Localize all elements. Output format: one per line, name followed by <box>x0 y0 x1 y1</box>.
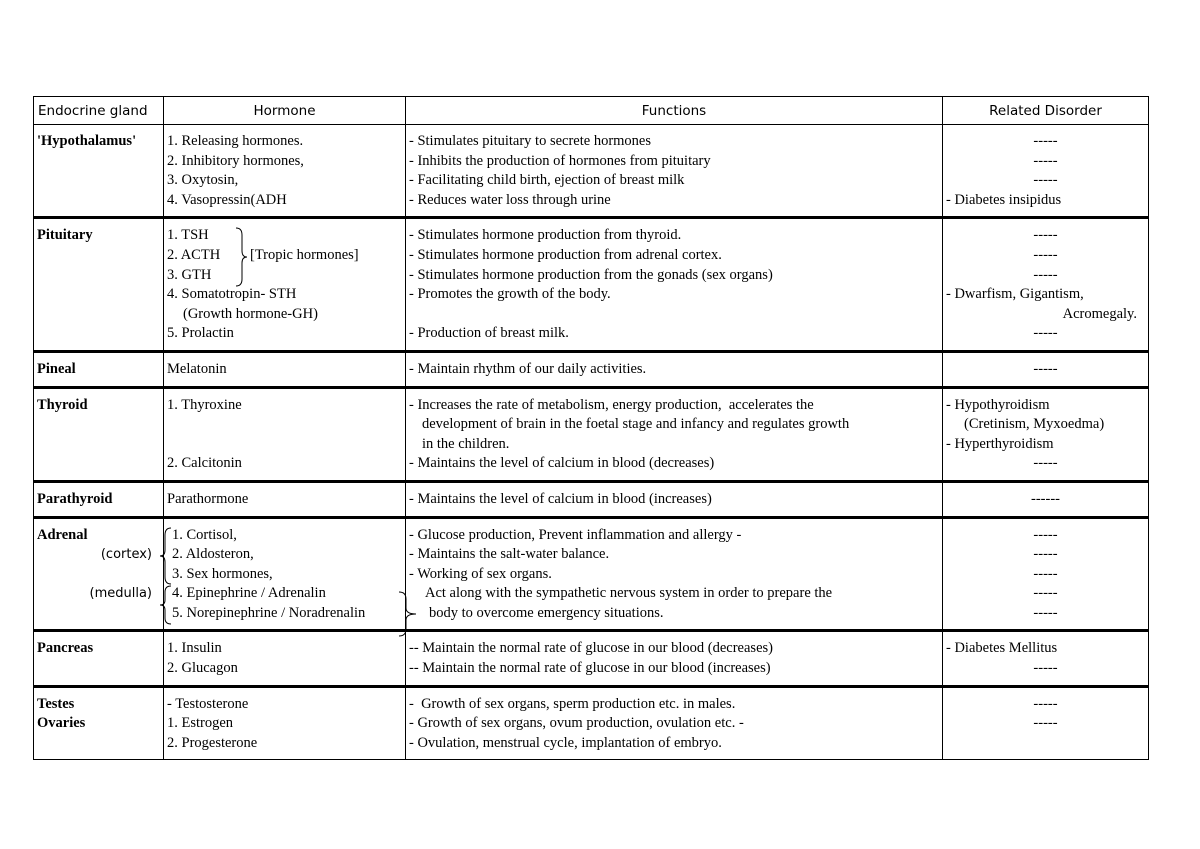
function-line: - Increases the rate of metabolism, energy production, accelerates the <box>409 396 814 413</box>
cortex-label: (cortex) <box>100 547 152 563</box>
medulla-label: (medulla) <box>89 586 152 602</box>
gland-name: Ovaries <box>37 715 86 732</box>
function-line: - Maintain rhythm of our daily activities. <box>409 360 647 377</box>
table-row <box>34 387 1149 481</box>
right-brace-icon <box>234 227 248 287</box>
gland-name: Testes <box>37 695 75 712</box>
functions-cell <box>406 517 943 631</box>
hormone-line: 1. Cortisol, <box>172 526 237 543</box>
function-line: - Maintains the salt-water balance. <box>409 546 610 563</box>
function-line: - Glucose production, Prevent inflammation and allergy - <box>409 526 742 543</box>
disorder-cell <box>943 387 1149 481</box>
function-line: - Stimulates hormone production from the gonads (sex organs) <box>409 266 773 283</box>
hormone-line: 3. Oxytosin, <box>167 172 239 189</box>
hormone-line: 2. Progesterone <box>167 734 258 751</box>
disorder-line: ----- <box>1033 695 1058 712</box>
functions-cell <box>406 387 943 481</box>
table-row <box>34 481 1149 517</box>
header-functions: Functions <box>406 97 943 125</box>
disorder-line: ----- <box>1033 604 1058 621</box>
disorder-cell <box>943 686 1149 760</box>
disorder-line: ----- <box>1033 172 1058 189</box>
functions-cell <box>406 125 943 218</box>
functions-cell <box>406 351 943 387</box>
disorder-line: ----- <box>1033 152 1058 169</box>
function-line: in the children. <box>422 435 510 452</box>
hormone-line: 1. Insulin <box>167 640 222 657</box>
hormone-cell <box>164 481 406 517</box>
disorder-cell <box>943 351 1149 387</box>
header-gland: Endocrine gland <box>34 97 164 125</box>
function-line <box>409 305 939 325</box>
hormone-line: 4. Vasopressin(ADH <box>167 191 287 208</box>
disorder-cell <box>943 631 1149 686</box>
hormone-line: 5. Norepinephrine / Noradrenalin <box>172 604 366 621</box>
hormone-cell <box>164 218 406 352</box>
hormone-line: 2. Calcitonin <box>167 455 242 472</box>
endocrine-table <box>33 96 1149 760</box>
gland-name: Pineal <box>37 360 76 377</box>
function-line: - Stimulates pituitary to secrete hormones <box>409 133 652 149</box>
disorder-line: (Cretinism, Myxoedma) <box>964 416 1105 433</box>
function-line: - Reduces water loss through urine <box>409 191 611 208</box>
hormone-line: 1. Thyroxine <box>167 396 242 413</box>
functions-cell <box>406 481 943 517</box>
hormone-line: Parathormone <box>167 490 249 507</box>
gland-cell <box>34 351 164 387</box>
gland-cell <box>34 125 164 218</box>
function-line: - Working of sex organs. <box>409 565 552 582</box>
disorder-line: ----- <box>1033 565 1058 582</box>
hormone-line: 2. Glucagon <box>167 660 238 677</box>
disorder-line: ----- <box>1033 246 1058 263</box>
hormone-line: 1. Releasing hormones. <box>167 133 304 149</box>
hormone-line: 1. TSH <box>167 227 209 244</box>
hormone-line: 1. Estrogen <box>167 715 234 732</box>
gland-name: 'Hypothalamus' <box>37 133 137 149</box>
disorder-line: - Hyperthyroidism <box>946 435 1054 452</box>
function-line: - Ovulation, menstrual cycle, implantation of embryo. <box>409 734 722 751</box>
disorder-line: - Hypothyroidism <box>946 396 1050 413</box>
gland-cell <box>34 387 164 481</box>
left-brace-icon <box>160 585 172 625</box>
tropic-note: [Tropic hormones] <box>250 247 359 264</box>
functions-cell <box>406 686 943 760</box>
function-line: - Maintains the level of calcium in blood (increases) <box>409 490 712 507</box>
hormone-cell <box>164 517 406 631</box>
hormone-cell <box>164 631 406 686</box>
gland-cell <box>34 517 164 631</box>
hormone-cell <box>164 686 406 760</box>
gland-cell <box>34 481 164 517</box>
function-line: - Production of breast milk. <box>409 325 569 342</box>
disorder-line: ----- <box>1033 133 1058 149</box>
gland-cell <box>34 686 164 760</box>
hormone-line: 3. GTH <box>167 266 212 283</box>
gland-cell <box>34 218 164 352</box>
hormone-line: 2. Inhibitory hormones, <box>167 152 304 169</box>
function-line: Act along with the sympathetic nervous system in order to prepare the <box>425 585 833 602</box>
left-brace-icon <box>160 527 172 585</box>
right-brace-icon <box>398 591 418 637</box>
hormone-line: 5. Prolactin <box>167 325 234 342</box>
disorder-cell <box>943 218 1149 352</box>
function-line: - Stimulates hormone production from thyroid. <box>409 227 682 244</box>
disorder-line: ----- <box>1033 227 1058 244</box>
gland-cell <box>34 631 164 686</box>
header-disorder: Related Disorder <box>943 97 1149 125</box>
header-hormone: Hormone <box>164 97 406 125</box>
function-line: -- Maintain the normal rate of glucose in our blood (increases) <box>409 660 771 677</box>
disorder-line: ----- <box>1033 325 1058 342</box>
disorder-line: - Dwarfism, Gigantism, <box>946 286 1084 303</box>
disorder-line: ----- <box>1033 455 1058 472</box>
function-line: - Stimulates hormone production from adrenal cortex. <box>409 246 722 263</box>
function-line: - Facilitating child birth, ejection of breast milk <box>409 172 685 189</box>
hormone-cell <box>164 125 406 218</box>
disorder-line: ------ <box>1031 490 1060 507</box>
function-line: - Maintains the level of calcium in blood (decreases) <box>409 455 715 472</box>
hormone-line: 4. Somatotropin- STH <box>167 286 297 303</box>
hormone-line <box>167 435 402 455</box>
hormone-line: 2. ACTH <box>167 246 221 263</box>
function-line: - Growth of sex organs, sperm production etc. in males. <box>409 695 736 712</box>
table-row <box>34 125 1149 218</box>
header-row <box>34 97 1149 125</box>
gland-name: Pancreas <box>37 640 94 657</box>
table-row <box>34 631 1149 686</box>
disorder-line: ----- <box>1033 526 1058 543</box>
disorder-cell <box>943 517 1149 631</box>
disorder-line: ----- <box>1033 266 1058 283</box>
disorder-line: ----- <box>1033 360 1058 377</box>
function-line: body to overcome emergency situations. <box>429 604 664 621</box>
function-line: - Promotes the growth of the body. <box>409 286 611 303</box>
disorder-cell <box>943 125 1149 218</box>
hormone-cell <box>164 351 406 387</box>
hormone-line: Melatonin <box>167 360 227 377</box>
function-line: - Inhibits the production of hormones from pituitary <box>409 152 711 169</box>
gland-name: Parathyroid <box>37 490 113 507</box>
hormone-line: 4. Epinephrine / Adrenalin <box>172 585 326 602</box>
disorder-line: - Diabetes Mellitus <box>946 640 1058 657</box>
functions-cell <box>406 631 943 686</box>
hormone-line: 3. Sex hormones, <box>172 565 273 582</box>
functions-cell <box>406 218 943 352</box>
hormone-line: - Testosterone <box>167 695 249 712</box>
disorder-line: Acromegaly. <box>1062 305 1137 322</box>
hormone-cell <box>164 387 406 481</box>
disorder-cell <box>943 481 1149 517</box>
table-row <box>34 686 1149 760</box>
hormone-line: 2. Aldosteron, <box>172 546 254 563</box>
disorder-line: ----- <box>1033 546 1058 563</box>
gland-name: Thyroid <box>37 396 88 413</box>
disorder-line: ----- <box>1033 715 1058 732</box>
hormone-line <box>167 415 402 435</box>
disorder-line: - Diabetes insipidus <box>946 191 1062 208</box>
table-row <box>34 351 1149 387</box>
function-line: -- Maintain the normal rate of glucose in our blood (decreases) <box>409 640 773 657</box>
gland-name: Pituitary <box>37 227 93 244</box>
table-row <box>34 218 1149 352</box>
gland-name: Adrenal <box>37 526 88 543</box>
disorder-line: ----- <box>1033 660 1058 677</box>
hormone-line: (Growth hormone-GH) <box>183 305 318 322</box>
function-line: development of brain in the foetal stage and infancy and regulates growth <box>422 416 850 433</box>
disorder-line: ----- <box>1033 585 1058 602</box>
function-line: - Growth of sex organs, ovum production, ovulation etc. - <box>409 715 744 732</box>
table-row <box>34 517 1149 631</box>
